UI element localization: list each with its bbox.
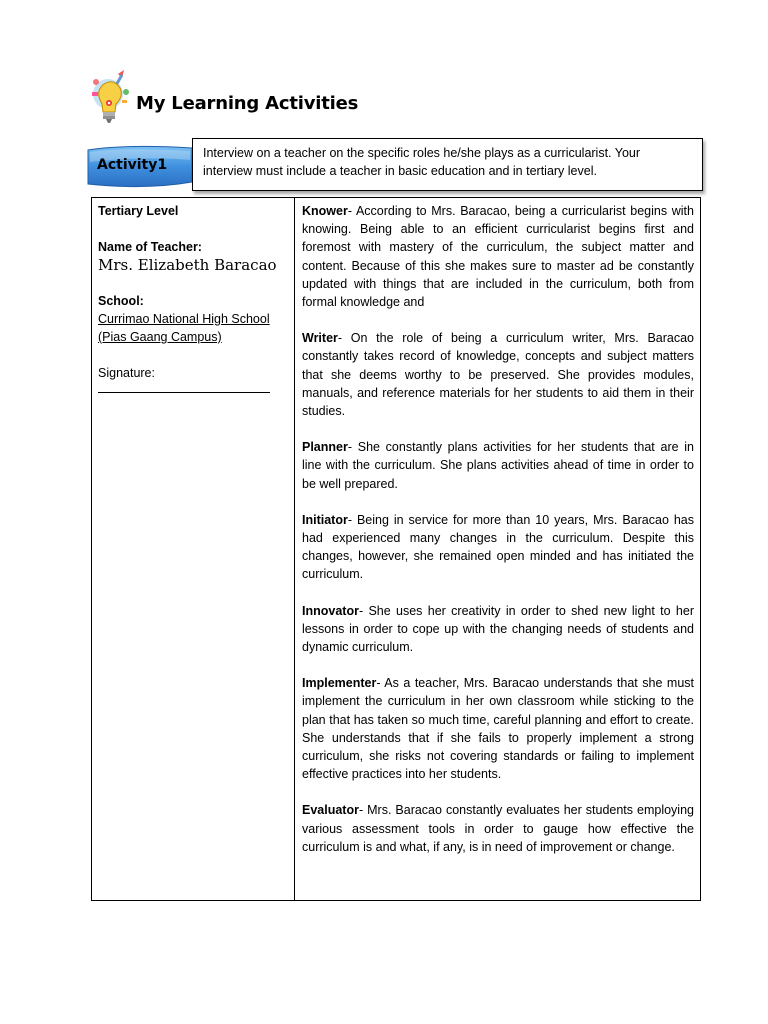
page-title: My Learning Activities <box>136 93 359 114</box>
roles-list <box>302 202 694 874</box>
instruction-box: Interview on a teacher on the specific roles he/she plays as a curricularist. Your interview must include a teacher in basic education and in tertiary level. <box>192 138 703 191</box>
role-term: Knower <box>302 204 348 218</box>
role-paragraph <box>302 674 694 783</box>
school-label: School: <box>98 294 144 308</box>
role-term: Evaluator <box>302 803 359 818</box>
interview-table <box>91 197 701 901</box>
signature-label: Signature: <box>98 366 155 380</box>
role-paragraph <box>302 329 694 420</box>
role-paragraph <box>302 511 694 584</box>
role-text: - Being in service for more than 10 years, Mrs. Baracao has had experienced many changes in the curriculum. Despite this changes, however, she remained open minded and has initiated the curriculum. <box>302 512 694 582</box>
role-term: Planner <box>302 440 348 455</box>
role-text: - As a teacher, Mrs. Baracao understands that she must implement the curriculum in her own classroom while sticking to the plan that has taken so much time, careful planning and effort to create. She understands that if she fails to properly implement a strong curriculum, she risks not covering standards or failing to implement effective practices into her students. <box>302 676 694 782</box>
role-paragraph <box>302 438 694 493</box>
teacher-info <box>98 202 290 393</box>
level-label: Tertiary Level <box>98 204 179 218</box>
role-term: Initiator <box>302 512 348 527</box>
teacher-name: Mrs. Elizabeth Baracao <box>98 256 277 274</box>
school-name: Currimao National High School <box>98 312 270 326</box>
role-text: - She uses her creativity in order to shed new light to her lessons in order to cope up with the changing needs of students and dynamic curriculum. <box>302 603 694 655</box>
lightbulb-icon <box>88 70 134 136</box>
role-paragraph <box>302 801 694 856</box>
role-text: - According to Mrs. Baracao, being a curricularist begins with knowing. Being able to an efficient curricularist begins first and foremost with mastery of the curriculum, the subject matter and content. Because of this she makes sure to master ad be constantly updated with things that are included in the curriculum, both from formal knowledge and <box>302 204 694 310</box>
role-paragraph <box>302 602 694 657</box>
column-divider <box>294 198 295 900</box>
role-term: Implementer <box>302 676 377 691</box>
signature-line <box>98 392 270 393</box>
role-text: - On the role of being a curriculum writer, Mrs. Baracao constantly takes record of knowledge, concepts and subject matters that she deems worthy to be preserved. She provides modules, manuals, and reference materials for her students to aid them in their studies. <box>302 331 694 419</box>
role-text: - She constantly plans activities for her students that are in line with the curriculum. She plans activities ahead of time in order to be well prepared. <box>302 440 694 491</box>
name-label: Name of Teacher: <box>98 240 202 254</box>
role-text: - Mrs. Baracao constantly evaluates her students employing various assessment tools in order to gauge how effective the curriculum is and what, if any, is in need of improvement or change. <box>302 803 694 854</box>
activity-label: Activity1 <box>97 157 168 173</box>
role-term: Writer <box>302 331 338 346</box>
role-term: Innovator <box>302 603 359 618</box>
school-campus: (Pias Gaang Campus) <box>98 330 222 344</box>
role-paragraph <box>302 202 694 311</box>
